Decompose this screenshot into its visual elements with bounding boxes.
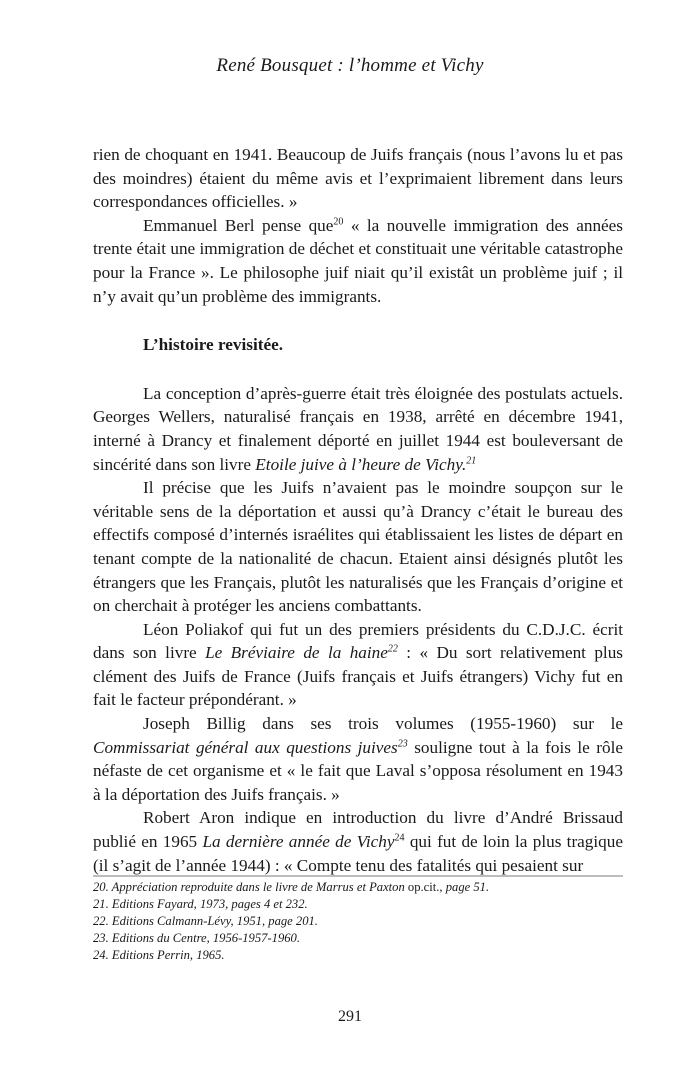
footnote-number: 22. bbox=[93, 914, 109, 928]
footnote-divider bbox=[93, 875, 623, 877]
paragraph-drancy: Il précise que les Juifs n’avaient pas le moindre soupçon sur le véritable sens de la déportation et aussi qu’à Drancy c’était le bureau des effectifs composé d’internés israélites qui établissaient les listes de départ en tenant compte de la nationalité de chacun. Etaient ainsi désignés plutôt les étrangers que les Français, plutôt les naturalisés que les Français d’origine et on cherchait à protéger les anciens combattants. bbox=[93, 478, 623, 616]
footnote-ref-21[interactable]: 21 bbox=[466, 454, 477, 466]
paragraph-text: La conception d’après-guerre était très éloignée des postulats actuels. Georges Wellers, naturalisé français en 1938, arrêté en décembre 1941, interné à Drancy et finalement déporté en juillet 1944 est bouleversant de sincérité dans son livre bbox=[93, 383, 623, 474]
paragraph-berl bbox=[93, 214, 623, 308]
footnote-20 bbox=[93, 879, 623, 896]
paragraph-wellers bbox=[93, 382, 623, 476]
footnote-text: Editions du Centre, 1956-1957-1960. bbox=[111, 931, 300, 945]
paragraph-continuation: rien de choquant en 1941. Beaucoup de Juifs français (nous l’avons lu et pas des moindres) étaient du même avis et l’exprimaient librement dans leurs correspondances officielles. » bbox=[93, 145, 623, 212]
page-number: 291 bbox=[338, 1008, 362, 1025]
footnote-text: Appréciation reproduite dans le livre de Marrus et Paxton bbox=[111, 880, 405, 894]
paragraph-poliakof bbox=[93, 618, 623, 712]
paragraph-text: : « Du sort relativement plus clément des Juifs de France (Juifs français et Juifs étrangers) Vichy fut en fait le facteur prépondérant. » bbox=[93, 643, 623, 710]
footnote-22 bbox=[93, 913, 623, 930]
paragraph-aron bbox=[93, 806, 623, 877]
footnote-number: 23. bbox=[93, 931, 109, 945]
footnote-21 bbox=[93, 896, 623, 913]
footnote-number: 20. bbox=[93, 880, 109, 894]
footnote-ref-23[interactable]: 23 bbox=[397, 737, 408, 749]
book-title: Le Bréviaire de la haine bbox=[205, 643, 388, 663]
book-title: Etoile juive à l’heure de Vichy. bbox=[255, 454, 467, 474]
paragraph-billig bbox=[93, 712, 623, 806]
footnote-text: Editions Perrin, 1965. bbox=[111, 948, 225, 962]
footnote-24 bbox=[93, 947, 623, 964]
paragraph-text: Emmanuel Berl pense que bbox=[143, 215, 334, 235]
running-head: René Bousquet : l’homme et Vichy bbox=[216, 55, 484, 76]
paragraph-text: Robert Aron indique en introduction du livre d’André Brissaud publié en 1965 bbox=[93, 808, 623, 852]
section-heading: L’histoire revisitée. bbox=[143, 335, 284, 355]
footnotes bbox=[93, 879, 623, 964]
footnote-text: , page 51. bbox=[439, 880, 490, 894]
paragraph-text: « la nouvelle immigration des années trente était une immigration de déchet et constituait une véritable catastrophe pour la France ». Le philosophe juif niait qu’il existât un problème juif ; il n’y avait qu’un problème des immigrants. bbox=[93, 215, 623, 306]
footnote-ref-20[interactable]: 20 bbox=[333, 216, 344, 228]
paragraph-text: qui fut de loin la plus tragique (il s’agit de l’année 1944) : « Compte tenu des fatalités qui pesaient sur bbox=[93, 832, 623, 875]
book-title: La dernière année de Vichy bbox=[202, 832, 395, 852]
book-title: Commissariat général aux questions juives bbox=[93, 737, 398, 757]
footnote-number: 21. bbox=[93, 897, 109, 911]
footnote-23 bbox=[93, 930, 623, 947]
footnote-number: 24. bbox=[93, 948, 109, 962]
paragraph-text: Léon Poliakof qui fut un des premiers présidents du C.D.J.C. écrit dans son livre bbox=[93, 619, 623, 663]
footnote-text: Editions Fayard, 1973, pages 4 et 232. bbox=[111, 897, 308, 911]
paragraph-text: souligne tout à la fois le rôle néfaste de cet organisme et « le fait que Laval s’opposa résolument en 1943 à la déportation des Juifs français. » bbox=[93, 737, 623, 804]
paragraph-text: Joseph Billig dans ses trois volumes (1955-1960) sur le bbox=[143, 714, 623, 734]
footnote-text-upright: op.cit. bbox=[404, 880, 440, 894]
footnote-ref-22[interactable]: 22 bbox=[387, 643, 398, 655]
footnote-text: Editions Calmann-Lévy, 1951, page 201. bbox=[111, 914, 318, 928]
footnote-ref-24[interactable]: 24 bbox=[394, 832, 405, 844]
body-text bbox=[93, 143, 623, 877]
